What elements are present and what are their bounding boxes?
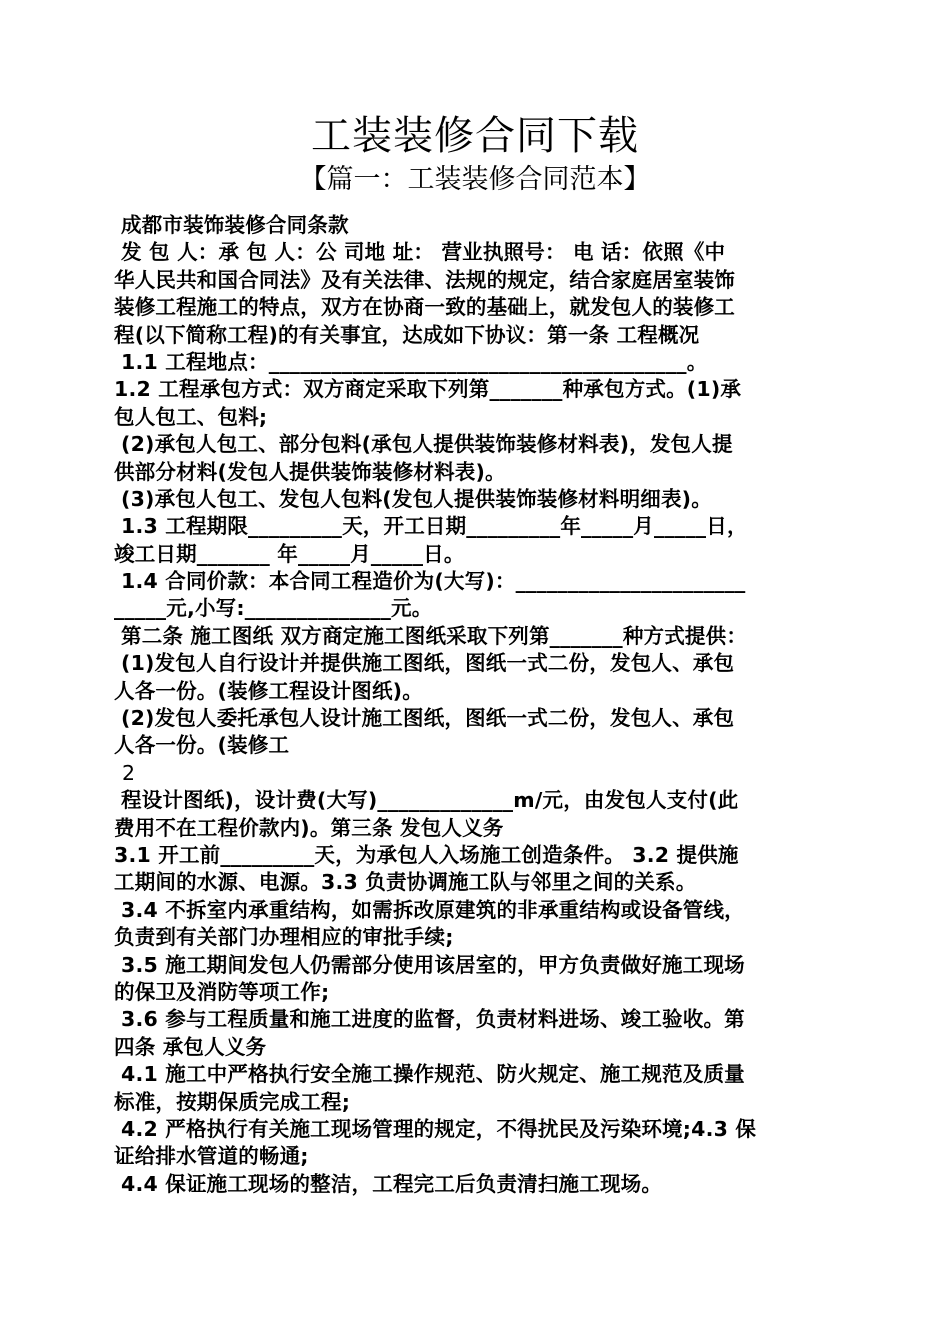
section-heading: 成都市装饰装修合同条款	[121, 213, 349, 237]
text-line: 供部分材料(发包人提供装饰装修材料表)。	[114, 459, 506, 484]
text-line: 标准，按期保质完成工程;	[114, 1089, 351, 1114]
text-line: 费用不在工程价款内)。第三条 发包人义务	[114, 815, 504, 840]
clause-3-5: 3.5 施工期间发包人仍需部分使用该居室的，甲方负责做好施工现场	[121, 952, 745, 977]
document-title: 工装装修合同下载	[311, 113, 639, 159]
contract-body	[114, 212, 842, 1198]
text-line: 负责到有关部门办理相应的审批手续;	[114, 925, 454, 950]
clause-3-6: 3.6 参与工程质量和施工进度的监督，负责材料进场、竣工验收。第	[121, 1007, 745, 1032]
text-line: 程设计图纸)，设计费(大写)_____________m/元，由发包人支付(此	[121, 788, 739, 813]
text-line: 证给排水管道的畅通;	[114, 1144, 309, 1169]
text-line: 竣工日期_______ 年_____月_____日。	[114, 541, 465, 566]
clause-3-1: 3.1 开工前_________天，为承包人入场施工创造条件。 3.2 提供施	[114, 842, 739, 867]
text-line: 人各一份。(装修工程设计图纸)。	[114, 678, 423, 703]
document-subtitle: 【篇一：工装装修合同范本】	[299, 164, 651, 195]
text-line: 包人包工、包料;	[114, 404, 268, 429]
text-line: 装修工程施工的特点，双方在协商一致的基础上，就发包人的装修工	[114, 295, 735, 320]
clause-4-1: 4.1 施工中严格执行安全施工操作规范、防火规定、施工规范及质量	[121, 1062, 745, 1087]
page-number: 2	[122, 760, 136, 785]
clause-3-4: 3.4 不拆室内承重结构，如需拆改原建筑的非承重结构或设备管线，	[121, 897, 745, 922]
text-line: 四条 承包人义务	[114, 1034, 267, 1059]
clause-1-4: 1.4 合同价款：本合同工程造价为(大写)：______________________	[121, 569, 746, 594]
article-2: 第二条 施工图纸 双方商定施工图纸采取下列第_______种方式提供：	[121, 623, 748, 648]
clause-4-2: 4.2 严格执行有关施工现场管理的规定，不得扰民及污染环境;4.3 保	[121, 1116, 757, 1141]
text-line: 的保卫及消防等项工作;	[114, 979, 330, 1004]
clause-1-1: 1.1 工程地点：________________________________________。	[121, 349, 708, 374]
text-line: _____元,小写:______________元。	[114, 596, 433, 621]
text-line: 人各一份。(装修工	[114, 733, 290, 758]
clause-4-4: 4.4 保证施工现场的整洁，工程完工后负责清扫施工现场。	[121, 1171, 663, 1196]
text-line: (3)承包人包工、发包人包料(发包人提供装饰装修材料明细表)。	[121, 486, 712, 511]
clause-1-2: 1.2 工程承包方式：双方商定采取下列第_______种承包方式。(1)承	[114, 377, 742, 402]
text-line: (2)承包人包工、部分包料(承包人提供装饰装修材料表)，发包人提	[121, 432, 733, 457]
text-line: (2)发包人委托承包人设计施工图纸，图纸一式二份，发包人、承包	[121, 706, 735, 731]
text-line: 发 包 人：承 包 人：公 司地 址： 营业执照号： 电 话：依照《中	[121, 240, 726, 265]
text-line: (1)发包人自行设计并提供施工图纸，图纸一式二份，发包人、承包	[121, 651, 735, 676]
text-line: 华人民共和国合同法》及有关法律、法规的规定，结合家庭居室装饰	[114, 267, 735, 292]
clause-1-3: 1.3 工程期限_________天，开工日期_________年_____月_____日，	[121, 514, 748, 539]
text-line: 程(以下简称工程)的有关事宜，达成如下协议：第一条 工程概况	[114, 322, 700, 347]
text-line: 工期间的水源、电源。3.3 负责协调施工队与邻里之间的关系。	[114, 870, 697, 895]
